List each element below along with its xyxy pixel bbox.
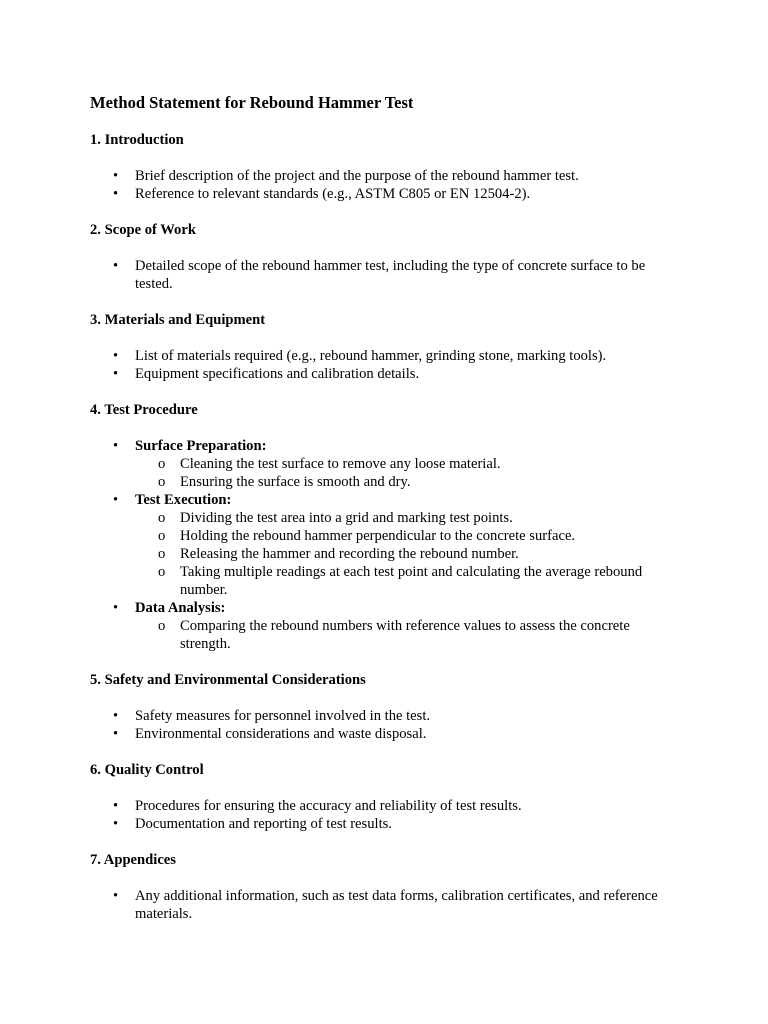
sub-list	[135, 617, 678, 653]
bullet-list	[90, 707, 678, 743]
list-item-text: Documentation and reporting of test results.	[135, 816, 392, 832]
sub-list-item: o Ensuring the surface is smooth and dry.	[135, 473, 678, 491]
list-item	[90, 797, 678, 815]
sub-list-item: o Dividing the test area into a grid and marking test points.	[135, 509, 678, 527]
bullet-list	[90, 437, 678, 653]
section	[90, 851, 678, 923]
procedure-step-label: Surface Preparation:	[135, 438, 267, 454]
section-heading: 7. Appendices	[90, 852, 176, 868]
bullet-list	[90, 167, 678, 203]
section	[90, 671, 678, 743]
list-item	[90, 437, 678, 491]
list-item	[90, 707, 678, 725]
list-item	[90, 185, 678, 203]
bullet-list	[90, 347, 678, 383]
section	[90, 401, 678, 653]
list-item-text: Equipment specifications and calibration details.	[135, 366, 420, 382]
sub-list-item: o Taking multiple readings at each test point and calculating the average rebound number.	[135, 563, 678, 599]
list-item	[90, 167, 678, 185]
document-body	[90, 131, 678, 923]
sub-list	[135, 455, 678, 491]
sub-list-item: o Cleaning the test surface to remove any loose material.	[135, 455, 678, 473]
section-heading: 5. Safety and Environmental Considerations	[90, 672, 366, 688]
sub-list	[135, 509, 678, 599]
list-item	[90, 365, 678, 383]
sub-list-item: o Releasing the hammer and recording the rebound number.	[135, 545, 678, 563]
section-heading: 4. Test Procedure	[90, 402, 198, 418]
list-item	[90, 887, 678, 923]
procedure-step-label: Test Execution:	[135, 492, 232, 508]
document-title: Method Statement for Rebound Hammer Test	[90, 93, 414, 112]
bullet-list	[90, 797, 678, 833]
list-item-text: List of materials required (e.g., rebound hammer, grinding stone, marking tools).	[135, 348, 607, 364]
list-item-text: Environmental considerations and waste disposal.	[135, 726, 427, 742]
section	[90, 131, 678, 203]
list-item-text: Brief description of the project and the purpose of the rebound hammer test.	[135, 168, 579, 184]
bullet-list	[90, 257, 678, 293]
section	[90, 311, 678, 383]
list-item	[90, 599, 678, 653]
list-item	[90, 257, 678, 293]
list-item-text: Reference to relevant standards (e.g., ASTM C805 or EN 12504-2).	[135, 186, 531, 202]
section	[90, 221, 678, 293]
sub-list-item: o Comparing the rebound numbers with reference values to assess the concrete strength.	[135, 617, 678, 653]
list-item-text: Procedures for ensuring the accuracy and reliability of test results.	[135, 798, 522, 814]
section	[90, 761, 678, 833]
list-item	[90, 815, 678, 833]
section-heading: 1. Introduction	[90, 132, 184, 148]
section-heading: 3. Materials and Equipment	[90, 312, 266, 328]
list-item	[90, 725, 678, 743]
section-heading: 6. Quality Control	[90, 762, 204, 778]
section-heading: 2. Scope of Work	[90, 222, 196, 238]
list-item-text: Detailed scope of the rebound hammer test, including the type of concrete surface to be tested.	[135, 258, 646, 292]
sub-list-item: o Holding the rebound hammer perpendicular to the concrete surface.	[135, 527, 678, 545]
list-item-text: Any additional information, such as test data forms, calibration certificates, and reference materials.	[135, 888, 658, 922]
list-item	[90, 491, 678, 599]
bullet-list	[90, 887, 678, 923]
list-item-text: Safety measures for personnel involved in the test.	[135, 708, 431, 724]
procedure-step-label: Data Analysis:	[135, 600, 226, 616]
list-item	[90, 347, 678, 365]
